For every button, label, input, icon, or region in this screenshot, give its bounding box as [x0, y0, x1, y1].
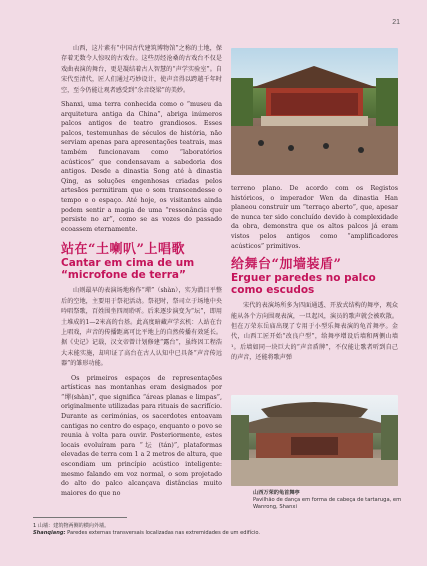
section-heading-portuguese-2: Erguer paredes no palco como escudos — [231, 272, 376, 297]
section-body-portuguese — [61, 374, 222, 499]
pavilion-photo — [231, 395, 398, 486]
footnote-definition: Paredes externas transversais localizadas nas extremidades de um edifício. — [67, 530, 260, 536]
footnote-chinese: 1 山墙：建筑物两侧的横向外墙。 — [33, 523, 110, 529]
section-body-chinese-2: 宋代的表演场所多为四面通透、开放式结构的舞亭，观众能从各个方向围观表演，一旦起风，演员的歌声就会被吹散。但在万荣东岳庙出现了专用于小型乐舞表演的龟首舞亭。金代，山西工匠开始“改良户型”，给舞亭增设后墙和两侧山墙¹。后墙如同一块巨大的“声音盾牌”，不仅能让歌者听到自己的声音，还能将歌声弹 — [231, 302, 398, 362]
caption-chinese: 山西万荣的龟首舞亭 — [253, 490, 300, 496]
intro-chinese: 山西，这片素有“中国古代建筑博物馆”之称的土地，保存着无数令人惊叹的古戏台。这些历经沧桑的古戏台不仅是戏曲表演的舞台，更是凝结着古人智慧的“声学实验室”。自宋代至清代，匠人们通过巧妙设计，使声音得以跨越千年时空，至今仍能让观者感受到“余音绕梁”的美妙。 — [61, 45, 222, 94]
pavilion-illustration — [231, 395, 398, 486]
section-heading-portuguese: Cantar em cima de um “microfone de terra” — [61, 257, 195, 282]
footnote-divider — [33, 517, 127, 518]
right-column — [231, 184, 398, 368]
photo-caption — [253, 490, 403, 511]
footnote-portuguese-line — [33, 530, 403, 537]
continued-portuguese: terreno plano. De acordo com os Registos históricos, o imperador Wen da dinastia Han planeou construir um “terraço aberto”, que, apesar de nunca ter sido concluído devido à complexidade da obra, demonstra que os altos palcos já eram vistos pelos antigos como “amplificadores acústicos” primitivos. — [231, 185, 398, 250]
caption-portuguese: Pavilhão de dança em forma de cabeça de tartaruga, em Wanrong, Shanxi — [253, 497, 402, 510]
left-column — [61, 44, 222, 501]
theatre-stage-photo — [231, 48, 398, 175]
intro-portuguese: Shanxi, uma terra conhecida como o “museu da arquitetura antiga da China”, abriga inúmeros palcos antigos de teatro grandiosos. Esses palcos, testemunhas de séculos de história, não serviam apenas para apresentações teatrais, mas também funcionavam como “laboratórios acústicos” que condensavam a sabedoria dos antigos. Desde a dinastia Song até à dinastia Qing, as soluções engenhosas criadas pelos artesãos permitiram que o som transcendesse o tempo e o espaço. Até hoje, os visitantes ainda podem sentir a magia de uma “ressonância que persiste no ar”, como se as vozes do passado ecoassem eternamente. — [61, 101, 222, 233]
footnote — [33, 523, 403, 537]
section-body-portuguese-paragraph: Os primeiros espaços de representações artísticas nas montanhas eram designados por “墠(shàn)”, que significa “áreas planas e limpas”, originalmente utilizadas para rituais de sacrifício. Durante as cerimónias, os sacerdotes entoavam cantigas no centro do espaço, enquanto o povo se reunia à volta para ouvir. Posteriormente, estes locais evoluíram para “坛 (tán)”, plataformas elevadas de terra com 1 a 2 metros de altura, que escondiam um princípio acústico inteligente: mesmo falando em voz normal, o som projetado do alto do palco alcançava distâncias muito maiores do que no — [61, 374, 222, 497]
page-number: 21 — [392, 19, 400, 26]
theatre-stage-illustration — [231, 48, 398, 175]
section-body-chinese: 山则最早的表演场地称作“墠”（shàn），实为潜目平整后的空地，主要用于祭祀活动。祭祀时，祭司立于场地中央吟唱祭歌，百姓围坐四周聆听。后来逐步演变为“坛”，即用土堆成的1—2米高的台基。此高度暗藏声学玄机：人站在台上唱戏，声音的传播距离可比平地上的自然传播有效延长。据《史记》记载，汉文帝曾计划修建“露台”，虽终因工程浩大未能实施，却印证了高台在古人认知中已具备“声音传远器”的雏形功能。 — [61, 287, 222, 368]
section-heading-chinese: 站在“土喇叭”上唱歌 — [61, 242, 185, 258]
section-heading-chinese-2: 给舞台“加墙装盾” — [231, 257, 342, 273]
footnote-term: Shanqiang: — [33, 530, 66, 536]
